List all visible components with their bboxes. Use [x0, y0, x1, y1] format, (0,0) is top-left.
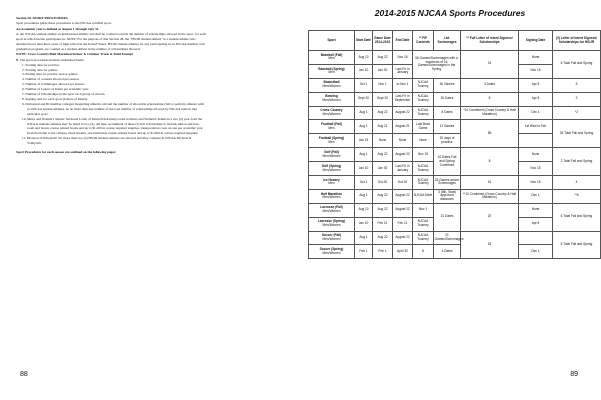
table-cell: 2: [553, 92, 601, 106]
table-cell: 8 Dates: [434, 106, 461, 120]
table-cell: Aug 10: [355, 51, 373, 65]
table-cell: Aug 22: [373, 51, 393, 65]
table-cell: Aug 21: [373, 120, 393, 134]
table-cell: Feb 1: [373, 245, 393, 259]
table-cell: August 22: [393, 189, 413, 203]
footnote: Sport Procedures for each season are outlined on the following pages:: [16, 150, 117, 155]
table-cell: Last Fri in January: [393, 162, 413, 176]
table-row: [309, 148, 601, 162]
table-cell: 5: [553, 78, 601, 92]
list-item: 1. Starting date for practice.: [22, 62, 60, 67]
table-cell: Aug 1: [355, 148, 373, 162]
table-cell: Last Fri in September: [393, 92, 413, 106]
list-item: 4. Number of contests allowed per season.: [22, 77, 80, 82]
table-cell: Oct 20: [393, 176, 413, 190]
header-cell: Start Date: [355, 31, 373, 51]
table-cell: to Nov 1: [393, 78, 413, 92]
table-cell: NJCAA Tourney: [413, 92, 434, 106]
list-item: 5. Number of scrimmages allowed per season.: [22, 82, 85, 87]
table-cell: Nov 15: [519, 64, 553, 78]
table-cell: Nov 1: [413, 203, 434, 217]
table-cell: NJCAA Tourney: [413, 176, 434, 190]
table-cell: 10 Dates Fall and Spring Combined: [434, 148, 461, 176]
table-cell: None: [373, 134, 393, 148]
table-row: [309, 92, 601, 106]
table-cell: NJCAA Tourney: [413, 217, 434, 231]
list-item: 10. Men's and Women's Tennis: Sectional Letter of Intent/Scholarship Grant in Men's and Women's Tennis in a two (2) year from the NJCAA students-athletes may be listed in two (2). All men recruitment of three (3) full scholarships to include tuition and fees, room and board, course related books and up to $1,200 in course required supplies, transportation costs on one per academic year from the home to the campus, fixed student, one institution course-related books and up to $1,000 in course-required supplies.: [22, 116, 203, 136]
sport-cell: Golf (Fall) Men/Women: [309, 148, 355, 162]
table-cell: Feb 21: [393, 217, 413, 231]
table-cell: 6 Total Fall and Spring: [553, 231, 601, 259]
table-cell: [519, 134, 553, 148]
list-item: 8. Signing date for each sport (Letters of Intent).: [22, 97, 88, 101]
table-cell: Dec 1: [519, 189, 553, 203]
table-cell: Last Fri in January: [393, 64, 413, 78]
intro-line: Sport procedures guide these procedures to the NJCAA certified sport.: [16, 21, 112, 26]
sport-cell: Football (Fall) Men: [309, 120, 355, 134]
table-cell: 16: [461, 176, 519, 190]
table-cell: 25 Total Fall and Spring: [553, 120, 601, 148]
table-cell: Apr 8: [519, 92, 553, 106]
table-row: [309, 189, 601, 203]
table-cell: None: [519, 148, 553, 162]
table-cell: Jan 10: [355, 162, 373, 176]
table-cell: Nov 15: [393, 51, 413, 65]
academic-year-line: An Academic year is defined as August 1 through July 31.: [16, 26, 100, 31]
table-cell: Aug 22: [373, 231, 393, 245]
table-cell: *10 Combined (Cross Country & Half Marathon): [461, 106, 519, 120]
right-page: [300, 0, 600, 400]
table-row: [309, 106, 601, 120]
sport-cell: Lacrosse (Spring) Men/Women: [309, 217, 355, 231]
header-cell: ** Full Letter of Intent Signees/ Scholarships: [461, 31, 519, 51]
table-cell: 2 Total Fall and Spring: [553, 148, 601, 176]
table-cell: 3 (5th, Start) approved distances: [434, 189, 461, 203]
table-cell: 4 Dates: [434, 245, 461, 259]
table-cell: Feb 21: [373, 217, 393, 231]
table-cell: None: [393, 134, 413, 148]
table-cell: 24: [461, 51, 519, 79]
table-cell: Oct 20: [373, 176, 393, 190]
table-cell: Jan 30: [373, 162, 393, 176]
table-cell: 21 Dates: [434, 203, 461, 231]
table-cell: April 30: [393, 245, 413, 259]
table-cell: Dec 1: [519, 245, 553, 259]
table-cell: Aug 22: [373, 148, 393, 162]
table-cell: 20 days of practice: [434, 134, 461, 148]
table-row: [309, 231, 601, 245]
table-cell: 56 Games/Scrimmages with a maximum of 16 Games/Scrimmages in the Spring: [413, 51, 461, 79]
paragraph-b: B. The sport procedures include established items:: [16, 57, 85, 62]
table-cell: 18: [461, 231, 519, 259]
header-cell: (3) Letter of Intent Signees/ Scholarships for HS/JR: [553, 31, 601, 51]
table-cell: Aug 22: [373, 203, 393, 217]
table-cell: August 22: [393, 203, 413, 217]
table-cell: Aug 1: [355, 189, 373, 203]
table-cell: Dec 1: [519, 106, 553, 120]
table-cell: 1st Wed in Feb: [519, 120, 553, 134]
table-cell: NJCAA Meet: [413, 189, 434, 203]
table-cell: 4: [553, 176, 601, 190]
table-cell: 11 Games: [434, 120, 461, 134]
table-cell: Feb 1: [355, 245, 373, 259]
table-cell: Aug 1: [355, 231, 373, 245]
sport-cell: Basketball Men/Women: [309, 78, 355, 92]
table-cell: 20: [461, 203, 519, 231]
table-cell: *2: [553, 106, 601, 120]
paragraph-a: A. An NJCAA student-athlete on institutional athletic aid shall be counted towards the number of scholarships allowed in the sport, for each sport in which he/she participates in. NOTE: For the purpose of this Section 28, the "HS/JR student-athlete" is a student-athlete who attended fewer than three years of high school in the United States. HS/JR student-athletes for any participating in an NJCAA member will graduation program, are counted as a student-athlete in the number of scholarships allowed.: [16, 32, 206, 51]
table-cell: 8: [461, 148, 519, 176]
table-cell: None: [519, 203, 553, 217]
table-cell: Last Bowl Game: [413, 120, 434, 134]
table-row: [309, 120, 601, 134]
left-page-text: [16, 16, 206, 155]
sport-cell: Bowling Men/Women: [309, 92, 355, 106]
procedures-table: [308, 30, 601, 259]
sport-cell: Cross Country Men/Women: [309, 106, 355, 120]
list-item: 3. Ending date for practice and/or games.: [22, 72, 78, 77]
table-cell: [519, 231, 553, 245]
table-cell: Jan 30: [373, 64, 393, 78]
list-item: 11. Division II Volleyball: No more than two (2) HS/JR student-athletes are allowed and may compete in NJCAA Division II Volleyball.: [22, 136, 192, 146]
table-cell: 6 Total Fall and Spring: [553, 51, 601, 79]
header-cell: Game Date 2014-2015: [373, 31, 393, 51]
procedure-list: [16, 63, 206, 146]
table-cell: 8: [413, 245, 434, 259]
table-cell: Jan 10: [355, 217, 373, 231]
table-cell: **6: [553, 189, 601, 203]
header-cell: End Date: [393, 31, 413, 51]
table-cell: Aug 10: [355, 203, 373, 217]
table-cell: Jan 15: [355, 134, 373, 148]
table-cell: NJCAA Tourney: [413, 231, 434, 245]
sport-cell: Soccer (Spring) Men/Women: [309, 245, 355, 259]
table-cell: Nov 15: [519, 176, 553, 190]
sport-cell: Baseball (Fall) Men: [309, 51, 355, 65]
header-cell: Signing Date: [519, 31, 553, 51]
table-cell: 6 Total Fall and Spring: [553, 203, 601, 231]
table-cell: Nov 15: [413, 148, 434, 162]
table-cell: NJCAA Tourney: [413, 162, 434, 176]
table-cell: 85: [461, 120, 519, 148]
table-cell: NJCAA Tourney: [413, 78, 434, 92]
table-cell: Aug 1: [355, 106, 373, 120]
list-item: 2. Starting date for games.: [22, 67, 58, 72]
table-row: [309, 203, 601, 217]
header-cell: Sport: [309, 31, 355, 51]
sport-cell: Baseball (Spring) Men: [309, 64, 355, 78]
table-row: [309, 176, 601, 190]
table-cell: Aug 22: [373, 189, 393, 203]
table-row: [309, 51, 601, 65]
table-cell: Apr 8: [519, 217, 553, 231]
page-number-left: 88: [20, 371, 28, 378]
sport-cell: Ice Hockey Men: [309, 176, 355, 190]
table-cell: 28 Games and/or Scrimmages: [434, 176, 461, 190]
table-row: [309, 78, 601, 92]
table-cell: 8: [461, 92, 519, 106]
table-cell: Oct 1: [355, 176, 373, 190]
table-cell: Oct 1: [355, 78, 373, 92]
table-cell: Aug 1: [355, 120, 373, 134]
table-cell: 4 Dates: [461, 78, 519, 92]
exempt-note: NOTE: Cross Country/Half Marathon/Indoor & Outdoor Track & Field Exempt: [16, 52, 133, 57]
sport-cell: Soccer (Fall) Men/Women: [309, 231, 355, 245]
table-cell: None: [519, 51, 553, 65]
header-cell: ** FIF Contests: [413, 31, 434, 51]
table-cell: 30 Games: [434, 78, 461, 92]
table-cell: None: [413, 134, 434, 148]
table-cell: 30 Dates: [434, 92, 461, 106]
table-cell: Nov 1: [373, 78, 393, 92]
list-item: 9. Divisional and III member colleges: Regarding athletics aid and the number of allowable scholarships (full or partial), athletes with no NJCAA student-athletes, be no more than any number of the total number of scholarships allowed by NJCAA rules in that particular sport.: [22, 101, 204, 116]
table-cell: August 22: [393, 106, 413, 120]
left-page: [0, 0, 300, 400]
list-item: 7. Number of Scholarships in the sport each group of criteria.: [22, 92, 106, 97]
list-item: 6. Number of Letters of Intent per academic year.: [22, 87, 90, 92]
table-cell: Sept 20: [355, 92, 373, 106]
table-cell: August 22: [393, 148, 413, 162]
table-cell: Apr 8: [519, 78, 553, 92]
page-number-right: 89: [570, 371, 578, 378]
sport-cell: Golf (Spring) Men/Women: [309, 162, 355, 176]
table-cell: Aug 22: [373, 106, 393, 120]
section-title: Section 28. SPORT PROCEDURES: [16, 16, 68, 20]
table-cell: Nov 15: [519, 162, 553, 176]
table-cell: Sept 20: [373, 92, 393, 106]
table-cell: August 21: [393, 120, 413, 134]
sport-cell: Half Marathon Men/Women: [309, 189, 355, 203]
procedures-title: 2014-2015 NJCAA Sports Procedures: [374, 8, 526, 18]
header-cell: Ltd. Scrimmages: [434, 31, 461, 51]
sport-cell: Football (Spring) Men: [309, 134, 355, 148]
table-header-row: [309, 31, 601, 51]
table-cell: August 22: [393, 231, 413, 245]
table-cell: 21 Games/Scrimmages: [434, 231, 461, 245]
table-cell: **10 Combined (Cross Country & Half Marathon): [461, 189, 519, 203]
sport-cell: Lacrosse (Fall) Men/Women: [309, 203, 355, 217]
table-cell: NJCAA Tourney: [413, 106, 434, 120]
table-cell: Jan 10: [355, 64, 373, 78]
